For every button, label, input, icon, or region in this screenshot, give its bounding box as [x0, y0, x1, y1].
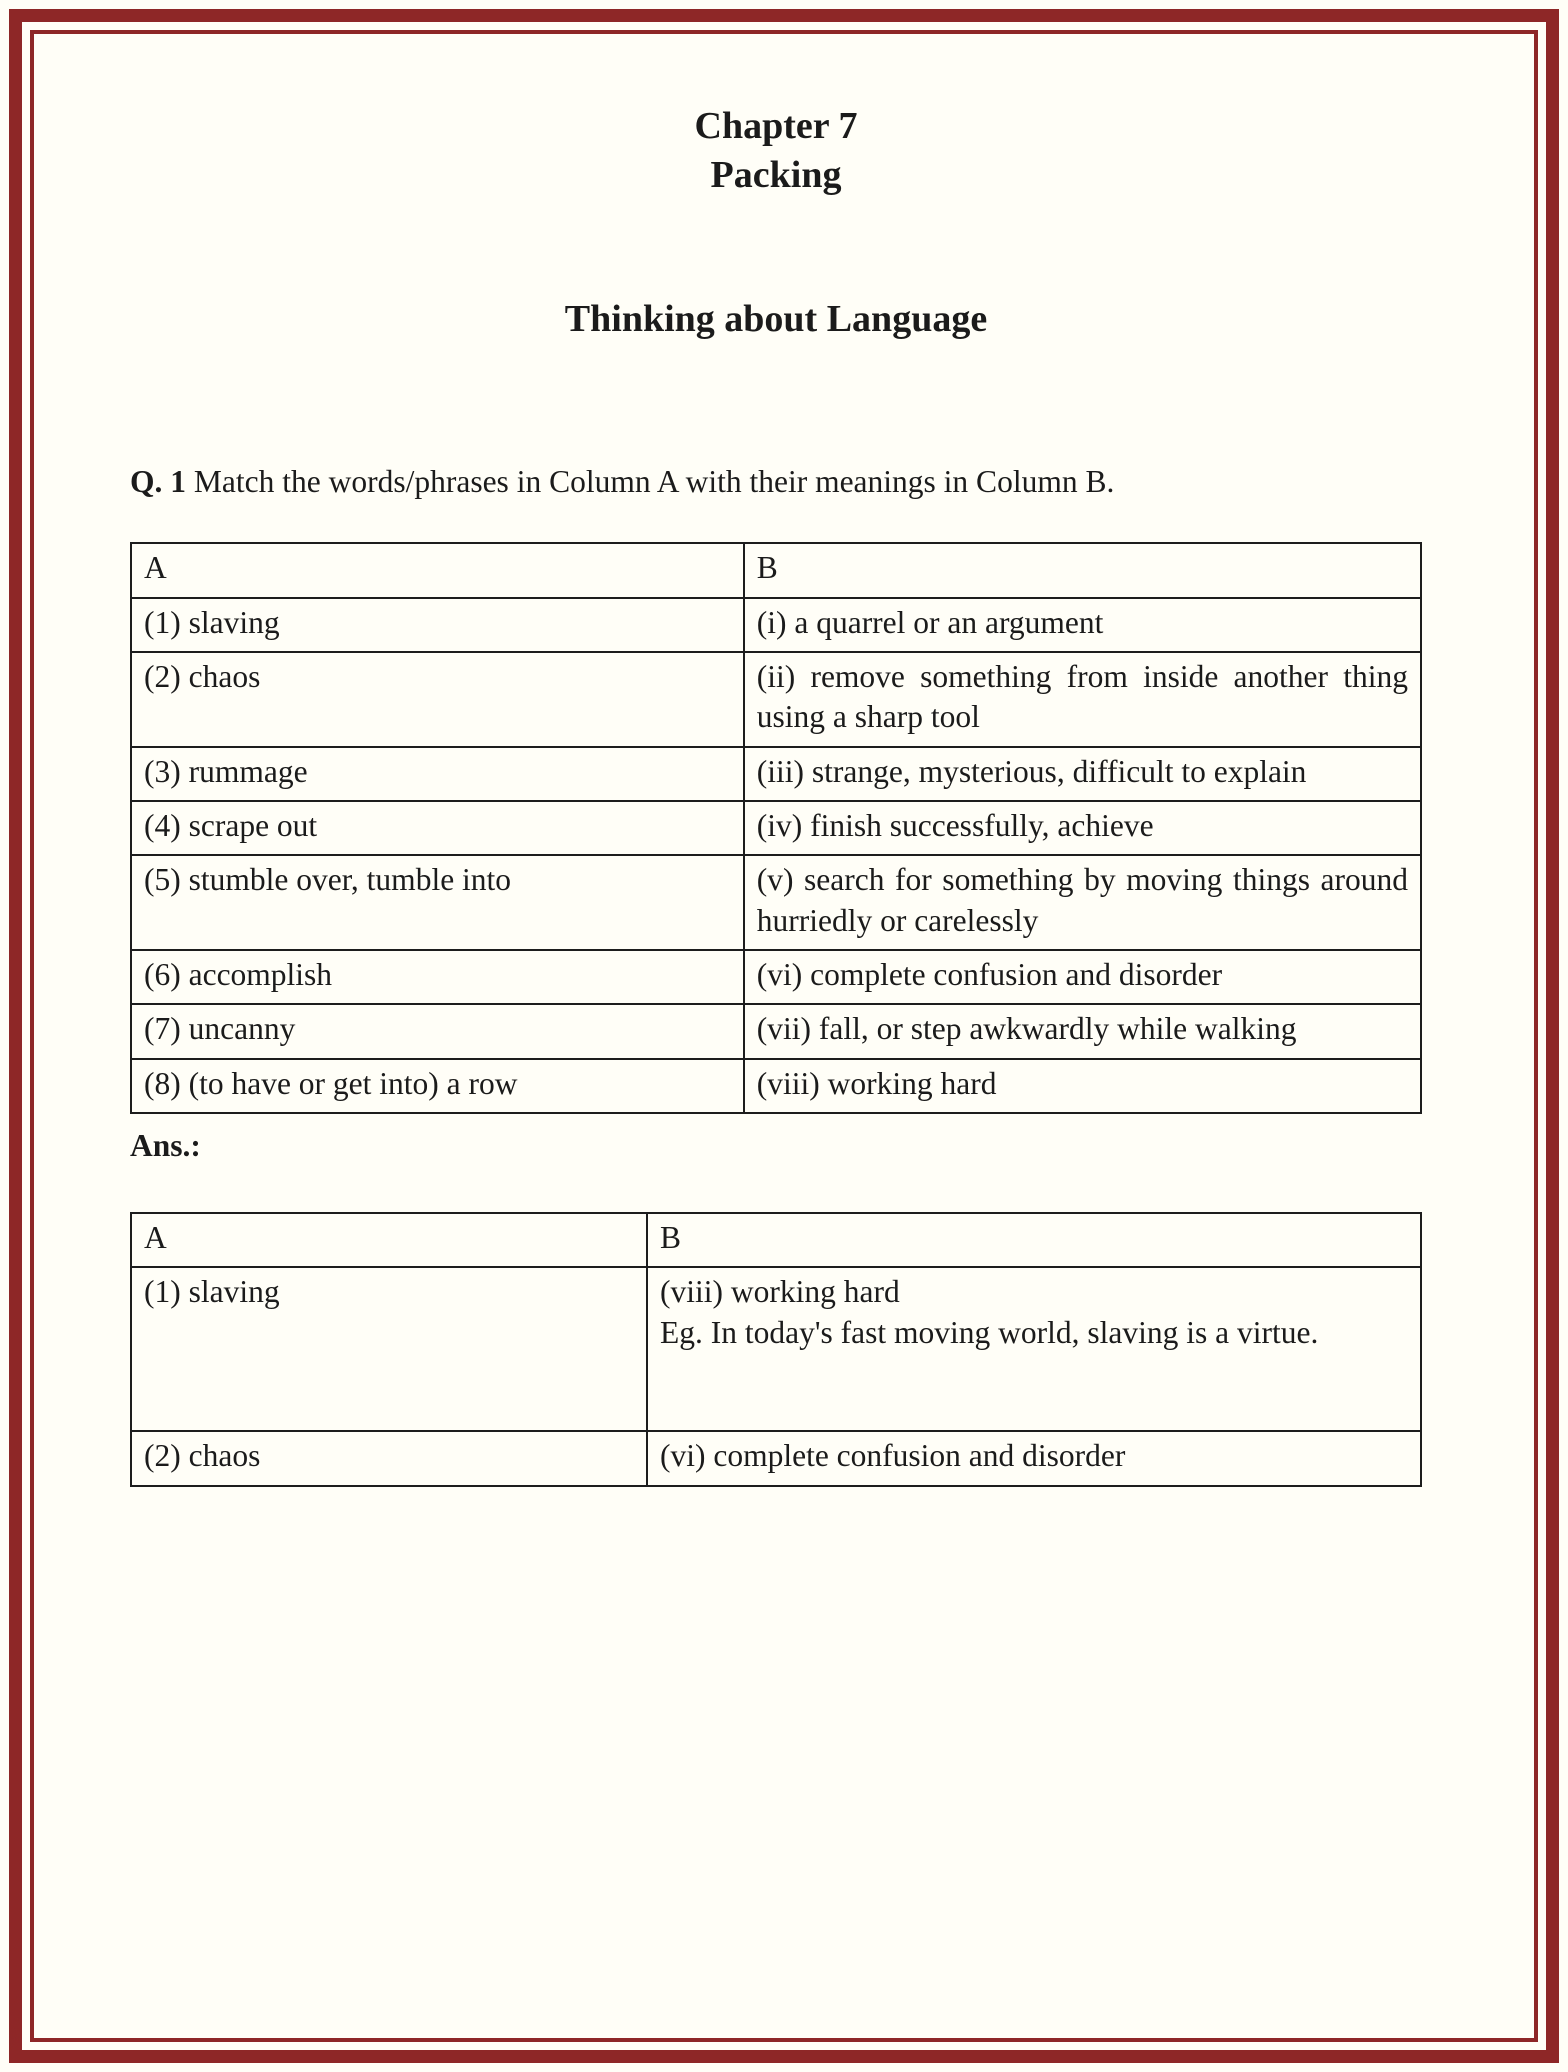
table-cell-a: (8) (to have or get into) a row	[131, 1059, 744, 1113]
column-header-b: B	[647, 1213, 1421, 1267]
column-header-b: B	[744, 543, 1421, 597]
table-row	[131, 1004, 1421, 1058]
answer-label: Ans.:	[130, 1127, 201, 1163]
table-row	[131, 652, 1421, 747]
table-cell-b: (ii) remove something from inside another thing using a sharp tool	[744, 652, 1421, 747]
answer-line: (viii) working hard	[660, 1274, 900, 1310]
match-table	[130, 542, 1422, 1113]
table-cell-a: (5) stumble over, tumble into	[131, 855, 744, 950]
question-paragraph	[130, 459, 1422, 505]
page-border-inner	[30, 30, 1538, 2042]
table-cell-b	[647, 1267, 1421, 1431]
table-row	[131, 1059, 1421, 1113]
question-number: Q. 1	[130, 463, 187, 499]
table-row	[131, 950, 1421, 1004]
table-header-row	[131, 543, 1421, 597]
page-border-outer	[9, 9, 1559, 2063]
chapter-subtitle: Packing	[710, 154, 842, 197]
table-cell-b: (vi) complete confusion and disorder	[744, 950, 1421, 1004]
table-cell-a: (7) uncanny	[131, 1004, 744, 1058]
column-header-a: A	[131, 1213, 647, 1267]
column-header-a: A	[131, 543, 744, 597]
table-cell-b: (vii) fall, or step awkwardly while walking	[744, 1004, 1421, 1058]
table-header-row	[131, 1213, 1421, 1267]
table-cell-a: (3) rummage	[131, 747, 744, 801]
table-cell-b: (v) search for something by moving things around hurriedly or carelessly	[744, 855, 1421, 950]
table-row	[131, 855, 1421, 950]
table-row	[131, 1267, 1421, 1431]
table-cell-a: (4) scrape out	[131, 801, 744, 855]
answer-table	[130, 1212, 1422, 1487]
table-cell-a: (6) accomplish	[131, 950, 744, 1004]
table-cell-a: (1) slaving	[131, 1267, 647, 1431]
answer-example-line: Eg. In today's fast moving world, slaving is a virtue.	[660, 1314, 1319, 1350]
section-heading: Thinking about Language	[564, 297, 988, 340]
table-cell-a: (1) slaving	[131, 598, 744, 652]
table-row	[131, 1431, 1421, 1485]
table-cell-b: (iv) finish successfully, achieve	[744, 801, 1421, 855]
table-cell-b: (viii) working hard	[744, 1059, 1421, 1113]
table-cell-a: (2) chaos	[131, 1431, 647, 1485]
table-cell-b: (i) a quarrel or an argument	[744, 598, 1421, 652]
question-text: Match the words/phrases in Column A with their meanings in Column B.	[193, 463, 1115, 499]
answer-line: (vi) complete confusion and disorder	[660, 1438, 1126, 1474]
table-row	[131, 598, 1421, 652]
table-cell-b: (iii) strange, mysterious, difficult to explain	[744, 747, 1421, 801]
table-cell-b	[647, 1431, 1421, 1485]
table-row	[131, 747, 1421, 801]
chapter-title: Chapter 7	[694, 105, 858, 147]
table-cell-a: (2) chaos	[131, 652, 744, 747]
table-row	[131, 801, 1421, 855]
